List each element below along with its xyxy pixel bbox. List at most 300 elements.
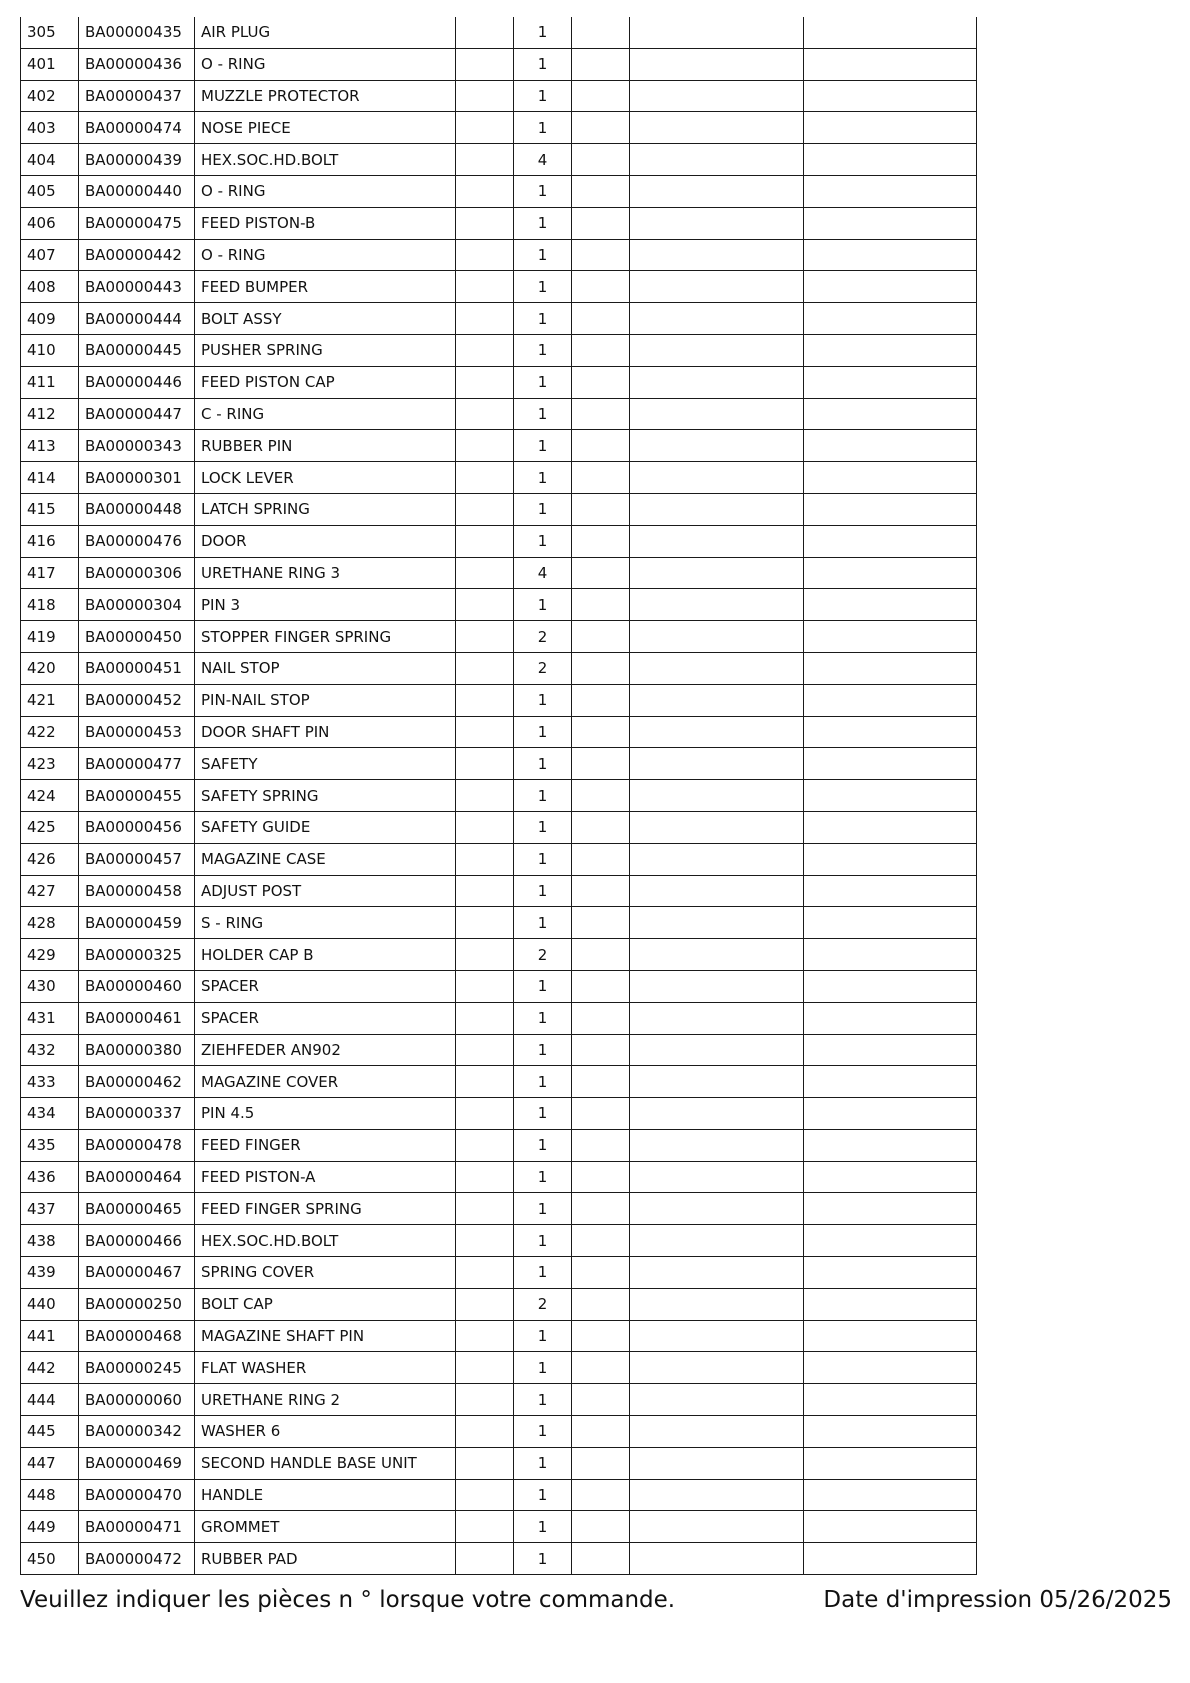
blank-cell (456, 398, 514, 430)
blank-cell (804, 462, 977, 494)
blank-cell (630, 430, 804, 462)
table-row (21, 1384, 977, 1416)
blank-cell (572, 1479, 630, 1511)
part-name-cell: SAFETY SPRING (195, 780, 456, 812)
blank-cell (572, 1320, 630, 1352)
blank-cell (572, 1002, 630, 1034)
part-code-cell: BA00000445 (79, 334, 195, 366)
part-name-cell: ADJUST POST (195, 875, 456, 907)
part-code-cell: BA00000469 (79, 1447, 195, 1479)
blank-cell (630, 1098, 804, 1130)
blank-cell (572, 1257, 630, 1289)
blank-cell (456, 144, 514, 176)
blank-cell (804, 811, 977, 843)
table-row (21, 430, 977, 462)
blank-cell (804, 1225, 977, 1257)
blank-cell (456, 430, 514, 462)
table-row (21, 748, 977, 780)
blank-cell (804, 48, 977, 80)
part-number-cell: 445 (21, 1416, 79, 1448)
part-name-cell: PIN 4.5 (195, 1098, 456, 1130)
blank-cell (630, 1002, 804, 1034)
part-name-cell: O - RING (195, 175, 456, 207)
blank-cell (804, 1129, 977, 1161)
blank-cell (630, 843, 804, 875)
blank-cell (456, 1447, 514, 1479)
part-name-cell: FEED PISTON-A (195, 1161, 456, 1193)
part-number-cell: 426 (21, 843, 79, 875)
table-row (21, 1447, 977, 1479)
table-row (21, 811, 977, 843)
blank-cell (630, 462, 804, 494)
table-row (21, 366, 977, 398)
blank-cell (456, 875, 514, 907)
table-row (21, 589, 977, 621)
part-number-cell: 421 (21, 684, 79, 716)
blank-cell (456, 1161, 514, 1193)
part-code-cell: BA00000435 (79, 17, 195, 48)
blank-cell (456, 1416, 514, 1448)
blank-cell (630, 1066, 804, 1098)
part-number-cell: 305 (21, 17, 79, 48)
blank-cell (456, 843, 514, 875)
part-name-cell: PIN-NAIL STOP (195, 684, 456, 716)
part-name-cell: PIN 3 (195, 589, 456, 621)
blank-cell (630, 970, 804, 1002)
blank-cell (456, 1225, 514, 1257)
part-number-cell: 433 (21, 1066, 79, 1098)
blank-cell (572, 843, 630, 875)
table-row (21, 1225, 977, 1257)
blank-cell (804, 1002, 977, 1034)
blank-cell (456, 112, 514, 144)
part-name-cell: URETHANE RING 3 (195, 557, 456, 589)
part-code-cell: BA00000440 (79, 175, 195, 207)
blank-cell (630, 334, 804, 366)
part-number-cell: 406 (21, 207, 79, 239)
quantity-cell: 1 (514, 970, 572, 1002)
blank-cell (456, 1066, 514, 1098)
table-row (21, 525, 977, 557)
blank-cell (630, 716, 804, 748)
blank-cell (630, 271, 804, 303)
blank-cell (456, 1479, 514, 1511)
blank-cell (572, 1161, 630, 1193)
blank-cell (804, 652, 977, 684)
quantity-cell: 2 (514, 939, 572, 971)
part-code-cell: BA00000448 (79, 493, 195, 525)
part-name-cell: HOLDER CAP B (195, 939, 456, 971)
blank-cell (456, 684, 514, 716)
quantity-cell: 2 (514, 621, 572, 653)
quantity-cell: 1 (514, 1416, 572, 1448)
blank-cell (630, 303, 804, 335)
part-name-cell: SAFETY (195, 748, 456, 780)
blank-cell (572, 430, 630, 462)
blank-cell (456, 557, 514, 589)
table-row (21, 1161, 977, 1193)
blank-cell (456, 939, 514, 971)
blank-cell (572, 366, 630, 398)
quantity-cell: 1 (514, 430, 572, 462)
quantity-cell: 1 (514, 811, 572, 843)
blank-cell (572, 811, 630, 843)
blank-cell (572, 303, 630, 335)
quantity-cell: 2 (514, 1288, 572, 1320)
part-name-cell: AIR PLUG (195, 17, 456, 48)
quantity-cell: 2 (514, 652, 572, 684)
quantity-cell: 1 (514, 907, 572, 939)
quantity-cell: 1 (514, 48, 572, 80)
part-code-cell: BA00000446 (79, 366, 195, 398)
part-number-cell: 409 (21, 303, 79, 335)
table-row (21, 144, 977, 176)
blank-cell (630, 1416, 804, 1448)
blank-cell (630, 652, 804, 684)
blank-cell (572, 621, 630, 653)
blank-cell (456, 1098, 514, 1130)
part-code-cell: BA00000301 (79, 462, 195, 494)
part-name-cell: FEED FINGER SPRING (195, 1193, 456, 1225)
table-row (21, 17, 977, 48)
quantity-cell: 1 (514, 239, 572, 271)
blank-cell (456, 462, 514, 494)
blank-cell (804, 1511, 977, 1543)
blank-cell (804, 875, 977, 907)
blank-cell (456, 48, 514, 80)
table-row (21, 1479, 977, 1511)
part-number-cell: 412 (21, 398, 79, 430)
blank-cell (804, 621, 977, 653)
part-code-cell: BA00000451 (79, 652, 195, 684)
blank-cell (630, 48, 804, 80)
quantity-cell: 1 (514, 1002, 572, 1034)
blank-cell (456, 780, 514, 812)
blank-cell (804, 1447, 977, 1479)
table-row (21, 175, 977, 207)
blank-cell (572, 748, 630, 780)
blank-cell (572, 80, 630, 112)
part-code-cell: BA00000380 (79, 1034, 195, 1066)
blank-cell (456, 811, 514, 843)
blank-cell (456, 589, 514, 621)
table-row (21, 48, 977, 80)
blank-cell (572, 1225, 630, 1257)
blank-cell (572, 462, 630, 494)
part-name-cell: FLAT WASHER (195, 1352, 456, 1384)
table-row (21, 334, 977, 366)
blank-cell (456, 1543, 514, 1575)
table-row (21, 1288, 977, 1320)
part-code-cell: BA00000471 (79, 1511, 195, 1543)
blank-cell (630, 1543, 804, 1575)
blank-cell (630, 748, 804, 780)
blank-cell (804, 1416, 977, 1448)
part-name-cell: URETHANE RING 2 (195, 1384, 456, 1416)
part-name-cell: MUZZLE PROTECTOR (195, 80, 456, 112)
quantity-cell: 1 (514, 875, 572, 907)
blank-cell (572, 970, 630, 1002)
blank-cell (630, 1257, 804, 1289)
part-number-cell: 449 (21, 1511, 79, 1543)
part-name-cell: HANDLE (195, 1479, 456, 1511)
part-number-cell: 415 (21, 493, 79, 525)
part-code-cell: BA00000456 (79, 811, 195, 843)
part-code-cell: BA00000467 (79, 1257, 195, 1289)
table-row (21, 1320, 977, 1352)
quantity-cell: 1 (514, 1129, 572, 1161)
blank-cell (804, 1352, 977, 1384)
blank-cell (804, 1479, 977, 1511)
blank-cell (630, 811, 804, 843)
quantity-cell: 1 (514, 462, 572, 494)
blank-cell (804, 271, 977, 303)
part-number-cell: 439 (21, 1257, 79, 1289)
blank-cell (630, 684, 804, 716)
part-name-cell: RUBBER PIN (195, 430, 456, 462)
blank-cell (456, 652, 514, 684)
part-code-cell: BA00000472 (79, 1543, 195, 1575)
blank-cell (572, 1543, 630, 1575)
blank-cell (804, 843, 977, 875)
part-code-cell: BA00000342 (79, 1416, 195, 1448)
part-name-cell: S - RING (195, 907, 456, 939)
quantity-cell: 1 (514, 1066, 572, 1098)
blank-cell (630, 907, 804, 939)
blank-cell (456, 907, 514, 939)
blank-cell (572, 1384, 630, 1416)
quantity-cell: 1 (514, 1034, 572, 1066)
blank-cell (630, 1511, 804, 1543)
part-name-cell: SPACER (195, 970, 456, 1002)
part-code-cell: BA00000447 (79, 398, 195, 430)
blank-cell (804, 716, 977, 748)
part-name-cell: BOLT CAP (195, 1288, 456, 1320)
part-name-cell: SPRING COVER (195, 1257, 456, 1289)
blank-cell (456, 1002, 514, 1034)
blank-cell (804, 1098, 977, 1130)
blank-cell (572, 875, 630, 907)
parts-table-body (21, 17, 977, 1575)
blank-cell (630, 144, 804, 176)
blank-cell (572, 1447, 630, 1479)
quantity-cell: 4 (514, 557, 572, 589)
part-name-cell: STOPPER FINGER SPRING (195, 621, 456, 653)
blank-cell (572, 684, 630, 716)
part-number-cell: 438 (21, 1225, 79, 1257)
part-name-cell: FEED FINGER (195, 1129, 456, 1161)
blank-cell (456, 970, 514, 1002)
quantity-cell: 1 (514, 1193, 572, 1225)
blank-cell (572, 207, 630, 239)
blank-cell (456, 366, 514, 398)
part-code-cell: BA00000476 (79, 525, 195, 557)
table-row (21, 1511, 977, 1543)
quantity-cell: 1 (514, 303, 572, 335)
quantity-cell: 1 (514, 17, 572, 48)
blank-cell (804, 525, 977, 557)
quantity-cell: 1 (514, 334, 572, 366)
table-row (21, 939, 977, 971)
blank-cell (572, 239, 630, 271)
part-name-cell: PUSHER SPRING (195, 334, 456, 366)
part-name-cell: FEED PISTON-B (195, 207, 456, 239)
part-name-cell: LOCK LEVER (195, 462, 456, 494)
blank-cell (630, 525, 804, 557)
table-row (21, 621, 977, 653)
part-number-cell: 403 (21, 112, 79, 144)
part-number-cell: 434 (21, 1098, 79, 1130)
blank-cell (630, 175, 804, 207)
part-number-cell: 450 (21, 1543, 79, 1575)
quantity-cell: 1 (514, 1447, 572, 1479)
table-row (21, 1416, 977, 1448)
quantity-cell: 1 (514, 1257, 572, 1289)
blank-cell (804, 144, 977, 176)
quantity-cell: 1 (514, 1384, 572, 1416)
blank-cell (456, 1288, 514, 1320)
part-number-cell: 420 (21, 652, 79, 684)
part-name-cell: MAGAZINE CASE (195, 843, 456, 875)
part-number-cell: 437 (21, 1193, 79, 1225)
blank-cell (456, 525, 514, 557)
part-name-cell: LATCH SPRING (195, 493, 456, 525)
blank-cell (572, 589, 630, 621)
blank-cell (456, 271, 514, 303)
blank-cell (804, 112, 977, 144)
part-name-cell: O - RING (195, 239, 456, 271)
print-date: Date d'impression 05/26/2025 (823, 1587, 1172, 1613)
table-row (21, 271, 977, 303)
table-row (21, 1034, 977, 1066)
part-number-cell: 424 (21, 780, 79, 812)
blank-cell (572, 1066, 630, 1098)
blank-cell (804, 303, 977, 335)
blank-cell (572, 1193, 630, 1225)
blank-cell (572, 1129, 630, 1161)
blank-cell (572, 493, 630, 525)
table-row (21, 1352, 977, 1384)
part-code-cell: BA00000444 (79, 303, 195, 335)
blank-cell (630, 557, 804, 589)
blank-cell (572, 780, 630, 812)
table-row (21, 1193, 977, 1225)
blank-cell (572, 398, 630, 430)
blank-cell (804, 175, 977, 207)
blank-cell (804, 239, 977, 271)
blank-cell (456, 207, 514, 239)
table-row (21, 684, 977, 716)
part-code-cell: BA00000443 (79, 271, 195, 303)
blank-cell (572, 1288, 630, 1320)
quantity-cell: 1 (514, 684, 572, 716)
quantity-cell: 4 (514, 144, 572, 176)
part-number-cell: 435 (21, 1129, 79, 1161)
quantity-cell: 1 (514, 271, 572, 303)
part-number-cell: 428 (21, 907, 79, 939)
blank-cell (630, 780, 804, 812)
blank-cell (456, 716, 514, 748)
table-row (21, 1002, 977, 1034)
quantity-cell: 1 (514, 1352, 572, 1384)
blank-cell (572, 939, 630, 971)
table-row (21, 1066, 977, 1098)
blank-cell (456, 175, 514, 207)
blank-cell (456, 493, 514, 525)
blank-cell (572, 112, 630, 144)
blank-cell (456, 1193, 514, 1225)
part-number-cell: 416 (21, 525, 79, 557)
blank-cell (804, 1066, 977, 1098)
part-number-cell: 417 (21, 557, 79, 589)
table-row (21, 112, 977, 144)
blank-cell (630, 17, 804, 48)
part-number-cell: 401 (21, 48, 79, 80)
blank-cell (630, 239, 804, 271)
blank-cell (630, 875, 804, 907)
part-name-cell: HEX.SOC.HD.BOLT (195, 1225, 456, 1257)
part-number-cell: 430 (21, 970, 79, 1002)
blank-cell (572, 144, 630, 176)
blank-cell (572, 334, 630, 366)
part-number-cell: 423 (21, 748, 79, 780)
part-code-cell: BA00000304 (79, 589, 195, 621)
part-code-cell: BA00000452 (79, 684, 195, 716)
quantity-cell: 1 (514, 748, 572, 780)
blank-cell (630, 1193, 804, 1225)
part-number-cell: 404 (21, 144, 79, 176)
quantity-cell: 1 (514, 780, 572, 812)
part-name-cell: FEED PISTON CAP (195, 366, 456, 398)
quantity-cell: 1 (514, 1320, 572, 1352)
part-name-cell: HEX.SOC.HD.BOLT (195, 144, 456, 176)
part-number-cell: 419 (21, 621, 79, 653)
quantity-cell: 1 (514, 589, 572, 621)
table-row (21, 1257, 977, 1289)
blank-cell (456, 1129, 514, 1161)
blank-cell (572, 1352, 630, 1384)
part-code-cell: BA00000464 (79, 1161, 195, 1193)
quantity-cell: 1 (514, 1225, 572, 1257)
blank-cell (572, 907, 630, 939)
blank-cell (630, 1288, 804, 1320)
part-number-cell: 432 (21, 1034, 79, 1066)
table-row (21, 398, 977, 430)
part-number-cell: 447 (21, 1447, 79, 1479)
table-row (21, 843, 977, 875)
blank-cell (804, 907, 977, 939)
part-code-cell: BA00000250 (79, 1288, 195, 1320)
part-code-cell: BA00000060 (79, 1384, 195, 1416)
blank-cell (804, 1034, 977, 1066)
part-code-cell: BA00000437 (79, 80, 195, 112)
blank-cell (630, 398, 804, 430)
part-name-cell: NAIL STOP (195, 652, 456, 684)
part-code-cell: BA00000462 (79, 1066, 195, 1098)
quantity-cell: 1 (514, 716, 572, 748)
table-row (21, 557, 977, 589)
quantity-cell: 1 (514, 112, 572, 144)
quantity-cell: 1 (514, 1511, 572, 1543)
blank-cell (630, 1479, 804, 1511)
part-number-cell: 407 (21, 239, 79, 271)
part-code-cell: BA00000337 (79, 1098, 195, 1130)
blank-cell (572, 1511, 630, 1543)
part-code-cell: BA00000325 (79, 939, 195, 971)
blank-cell (804, 1384, 977, 1416)
part-name-cell: BOLT ASSY (195, 303, 456, 335)
blank-cell (804, 1193, 977, 1225)
